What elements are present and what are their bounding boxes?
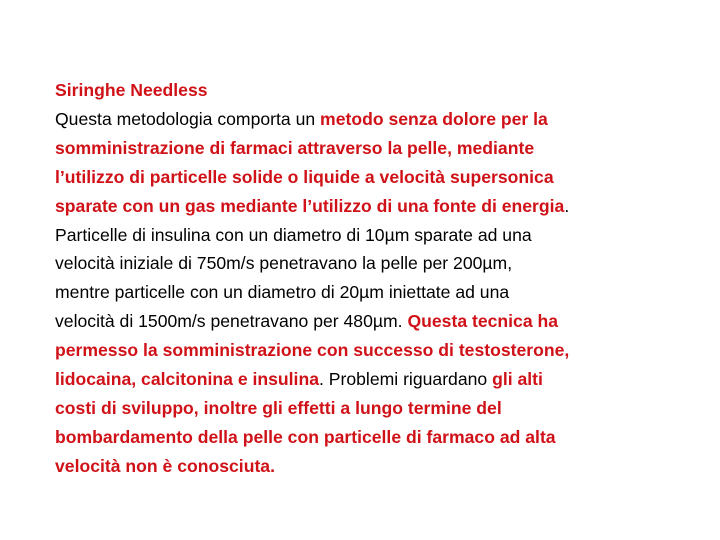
body-text-segment: Particelle di insulina con un diametro di 10µm sparate ad una	[55, 224, 532, 245]
text-line	[55, 307, 695, 336]
body-text-segment: . Problemi riguardano	[318, 369, 493, 390]
highlighted-text: lidocaina, calcitonina e insulina	[55, 369, 319, 390]
highlighted-text: somministrazione di farmaci attraverso la pelle, mediante	[55, 137, 535, 158]
body-text-segment: velocità di 1500m/s penetravano per 480µm.	[55, 311, 408, 332]
text-line	[55, 249, 695, 278]
highlighted-text: l’utilizzo di particelle solide o liquide a velocità supersonica	[55, 166, 554, 187]
highlighted-text: gli alti	[492, 369, 543, 390]
body-text-segment: Questa metodologia comporta un	[55, 108, 321, 129]
text-line	[55, 336, 695, 365]
text-line	[55, 105, 695, 134]
text-line	[55, 278, 695, 307]
text-line	[55, 163, 695, 192]
text-line	[55, 365, 695, 394]
text-line	[55, 394, 695, 423]
slide-title: Siringhe Needless	[55, 80, 208, 100]
text-line	[55, 134, 695, 163]
highlighted-text: Questa tecnica ha	[407, 311, 559, 332]
slide-body-text	[55, 76, 695, 481]
text-line	[55, 221, 695, 250]
body-text-segment: .	[564, 195, 570, 216]
body-text-segment: mentre particelle con un diametro di 20µm iniettate ad una	[55, 282, 510, 303]
text-line	[55, 452, 695, 481]
highlighted-text: velocità non è conosciuta.	[55, 455, 275, 476]
slide-title-line	[55, 76, 695, 105]
highlighted-text: permesso la somministrazione con successo di testosterone,	[55, 340, 570, 361]
highlighted-text: metodo senza dolore per la	[320, 108, 548, 129]
highlighted-text: costi di sviluppo, inoltre gli effetti a lungo termine del	[55, 397, 502, 418]
body-text-segment: velocità iniziale di 750m/s penetravano la pelle per 200µm,	[55, 253, 513, 274]
highlighted-text: sparate con un gas mediante l’utilizzo di una fonte di energia	[55, 195, 565, 216]
text-line	[55, 423, 695, 452]
text-line	[55, 192, 695, 221]
highlighted-text: bombardamento della pelle con particelle di farmaco ad alta	[55, 426, 556, 447]
